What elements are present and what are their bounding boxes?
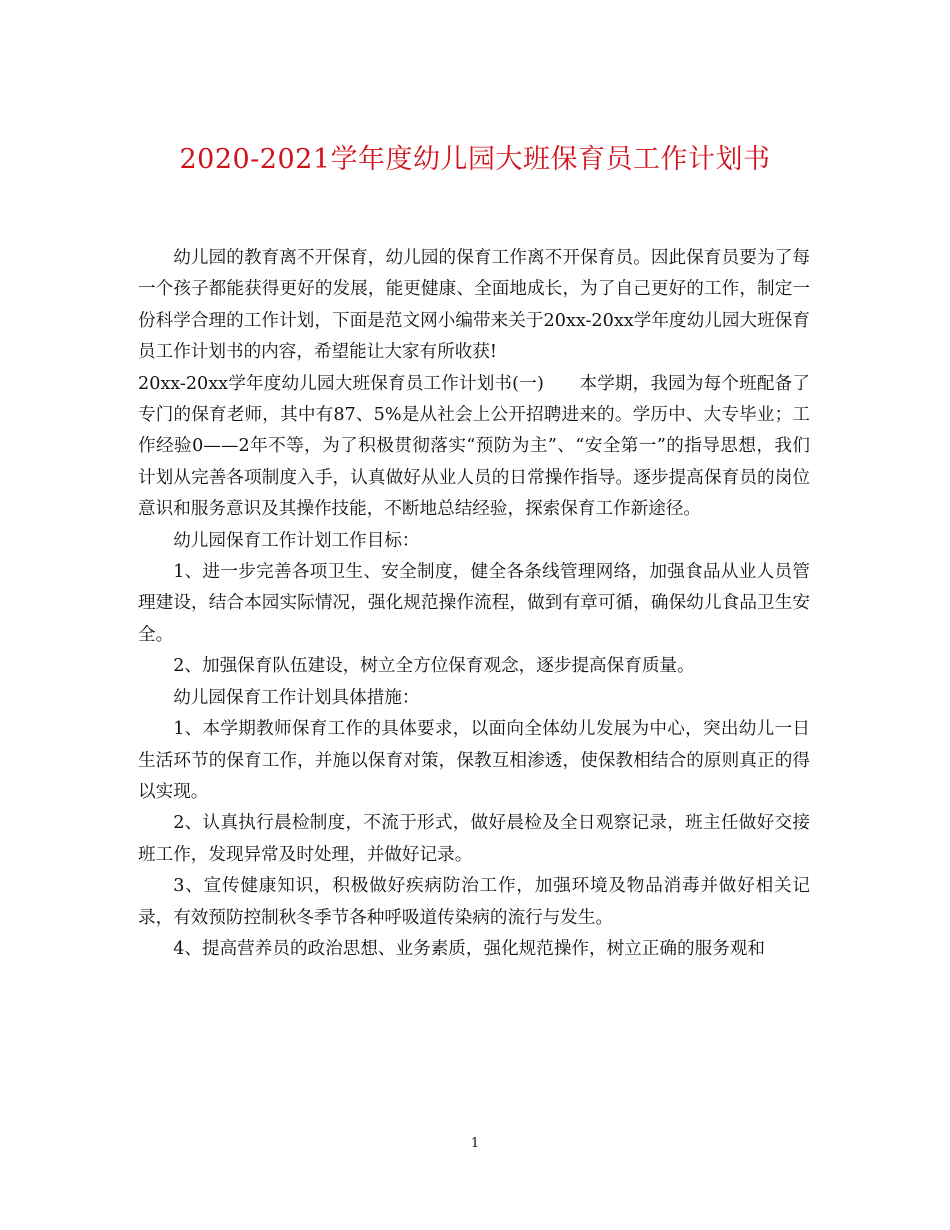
paragraph-goals-heading: 幼儿园保育工作计划工作目标： (173, 530, 420, 551)
page-number: 1 (470, 1136, 480, 1151)
paragraph-goal-1: 1、进一步完善各项卫生、安全制度，健全各条线管理网络，加强食品从业人员管理建设，结合本园实际情况，强化规范操作流程，做到有章可循，确保幼儿食品卫生安全。 (138, 562, 810, 645)
paragraph-measures-heading: 幼儿园保育工作计划具体措施： (173, 687, 420, 708)
paragraph-measure-4: 4、提高营养员的政治思想、业务素质，强化规范操作，树立正确的服务观和 (173, 938, 765, 959)
paragraph-measure-3: 3、宣传健康知识，积极做好疾病防治工作，加强环境及物品消毒并做好相关记录，有效预防控制秋冬季节各种呼吸道传染病的流行与发生。 (138, 876, 810, 928)
document-body (138, 243, 810, 965)
paragraph-goal-2: 2、加强保育队伍建设，树立全方位保育观念，逐步提高保育质量。 (173, 656, 695, 677)
paragraph-intro: 幼儿园的教育离不开保育，幼儿园的保育工作离不开保育员。因此保育员要为了每一个孩子都能获得更好的发展，能更健康、全面地成长，为了自己更好的工作，制定一份科学合理的工作计划，下面是范文网小编带来关于20xx-20xx学年度幼儿园大班保育员工作计划书的内容，希望能让大家有所收获! (138, 248, 810, 363)
paragraph-measure-2: 2、认真执行晨检制度，不流于形式，做好晨检及全日观察记录，班主任做好交接班工作，发现异常及时处理，并做好记录。 (138, 813, 810, 865)
paragraph-plan-one: 20xx-20xx学年度幼儿园大班保育员工作计划书(一) 本学期，我园为每个班配备了专门的保育老师，其中有87、5%是从社会上公开招聘进来的。学历中、大专毕业；工作经验0——2年不等，为了积极贯彻落实“预防为主”、“安全第一”的指导思想，我们计划从完善各项制度入手，认真做好从业人员的日常操作指导。逐步提高保育员的岗位意识和服务意识及其操作技能，不断地总结经验，探索保育工作新途径。 (138, 373, 810, 520)
document-title: 2020-2021学年度幼儿园大班保育员工作计划书 (179, 144, 771, 175)
paragraph-measure-1: 1、本学期教师保育工作的具体要求，以面向全体幼儿发展为中心，突出幼儿一日生活环节的保育工作，并施以保育对策，保教互相渗透，使保教相结合的原则真正的得以实现。 (138, 719, 810, 802)
